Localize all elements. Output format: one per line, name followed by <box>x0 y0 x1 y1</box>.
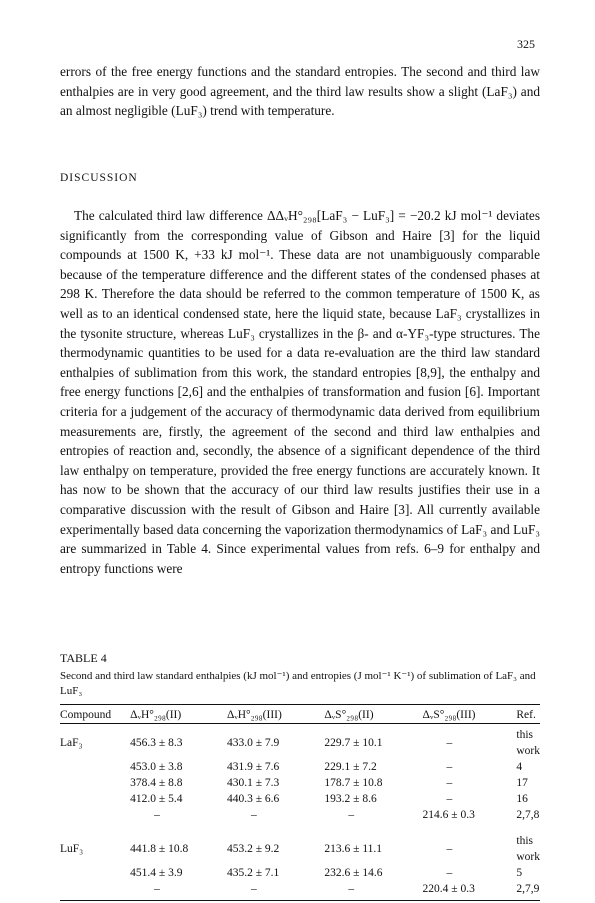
table-cell: 433.0 ± 7.9 <box>226 737 280 749</box>
table-cell: 440.3 ± 6.6 <box>226 793 280 805</box>
table-cell: 453.0 ± 3.8 <box>130 761 183 773</box>
compound-cell: LaF₃ <box>60 737 83 749</box>
group-luf3 <box>60 833 540 901</box>
table-row <box>60 807 540 823</box>
table-cell: this work <box>516 835 541 863</box>
paragraph-discussion: The calculated third law difference ΔΔᵥH°₂₉₈[LaF₃ − LuF₃] = −20.2 kJ mol⁻¹ deviates significantly from the corresponding value of Gibson and Haire [3] for the liquid compounds at 1500 K, +33 kJ mol⁻¹. These data are not unambiguously comparable because of the temperature difference and the different states of the condensed phases at 298 K. Therefore the data should be referred to the common temperature of 1500 K, as well as to an identical condensed state, here the liquid state, because LaF₃ crystallizes in the tysonite structure, whereas LuF₃ crystallizes in the β- and α-YF₃-type structures. The thermodynamic quantities to be used for a data re-evaluation are the third law standard enthalpies of sublimation from this work, the standard entropies [8,9], the enthalpy and free energy functions [2,6] and the enthalpies of transformation and fusion [6]. Important criteria for a judgement of the accuracy of thermodynamic data derived from equilibrium measurements are, firstly, the agreement of the second and third law enthalpies and entropies of reaction and, secondly, the absence of a significant dependence of the third law enthalpy on temperature, provided the free energy functions are accurately known. It has now to be shown that the accuracy of our third law results justifies their use in a comparative discussion with the result of Gibson and Haire [3]. All currently available experimentally based data concerning the vaporization thermodynamics of LaF₃ and LuF₃ are summarized in Table 4. Since experimental values from refs. 6–9 for enthalpy and entropy functions were <box>60 208 540 576</box>
data-table <box>60 704 540 901</box>
table-cell: 2,7,9 <box>516 881 540 901</box>
table-row <box>60 759 540 775</box>
table-cell: – <box>446 793 453 805</box>
table-row <box>60 865 540 881</box>
table-cell: this work <box>516 729 541 757</box>
header-entropy-second-law: ΔᵥS°₂₉₈(II) <box>324 705 422 724</box>
header-entropy-third-law: ΔᵥS°₂₉₈(III) <box>423 705 517 724</box>
table-row <box>60 775 540 791</box>
table-cell: 193.2 ± 8.6 <box>324 793 377 805</box>
compound-cell: LuF₃ <box>60 843 84 855</box>
table-row <box>60 833 540 865</box>
header-enthalpy-second-law: ΔᵥH°₂₉₈(II) <box>130 705 227 724</box>
table-row <box>60 791 540 807</box>
table-cell: 232.6 ± 14.6 <box>324 867 383 879</box>
table-cell: – <box>130 881 227 901</box>
table-cell: 16 <box>516 793 528 805</box>
table-caption: Second and third law standard enthalpies (kJ mol⁻¹) and entropies (J mol⁻¹ K⁻¹) of sublimation of LaF₃ and LuF₃ <box>60 670 536 697</box>
table-row <box>60 724 540 760</box>
header-ref: Ref. <box>516 705 540 724</box>
table-cell: – <box>446 843 453 855</box>
table-cell: 5 <box>516 867 523 879</box>
header-enthalpy-third-law: ΔᵥH°₂₉₈(III) <box>227 705 324 724</box>
table-cell: 431.9 ± 7.6 <box>226 761 280 773</box>
table-cell: 441.8 ± 10.8 <box>130 843 189 855</box>
table-cell: – <box>446 737 453 749</box>
table-cell: 451.4 ± 3.9 <box>130 867 183 879</box>
table-cell: 4 <box>516 761 523 773</box>
table-cell: – <box>227 881 324 901</box>
table-cell: – <box>446 867 453 879</box>
table-cell: 214.6 ± 0.3 <box>422 809 475 821</box>
table-cell: – <box>324 881 422 901</box>
table-cell: 378.4 ± 8.8 <box>130 777 183 789</box>
table-cell: 213.6 ± 11.1 <box>324 843 383 855</box>
table-cell: – <box>348 809 355 821</box>
table-cell: 412.0 ± 5.4 <box>130 793 183 805</box>
table-header-row <box>60 705 540 724</box>
page-number: 325 <box>517 37 535 51</box>
table-cell: 435.2 ± 7.1 <box>226 867 280 879</box>
table-label: TABLE 4 <box>60 651 107 665</box>
table-cell: 2,7,8 <box>516 809 540 821</box>
table-cell: – <box>446 761 453 773</box>
table-cell: – <box>446 777 453 789</box>
group-laf3 <box>60 724 540 834</box>
paragraph-results: errors of the free energy functions and the standard entropies. The second and third law enthalpies are in very good agreement, and the third law results show a slight (LaF₃) and an almost negligible (LuF₃) trend with temperature. <box>60 64 540 119</box>
table-cell: 229.1 ± 7.2 <box>324 761 377 773</box>
table-cell: 430.1 ± 7.3 <box>226 777 280 789</box>
table-cell: 229.7 ± 10.1 <box>324 737 383 749</box>
table-cell: – <box>250 809 257 821</box>
header-compound: Compound <box>60 705 130 724</box>
table-cell: 456.3 ± 8.3 <box>130 737 183 749</box>
table-cell: 220.4 ± 0.3 <box>423 881 517 901</box>
section-heading: DISCUSSION <box>60 172 138 184</box>
table-row <box>60 881 540 901</box>
table-cell: – <box>154 809 160 821</box>
table-cell: 453.2 ± 9.2 <box>226 843 280 855</box>
table-cell: 17 <box>516 777 528 789</box>
table-cell: 178.7 ± 10.8 <box>324 777 383 789</box>
